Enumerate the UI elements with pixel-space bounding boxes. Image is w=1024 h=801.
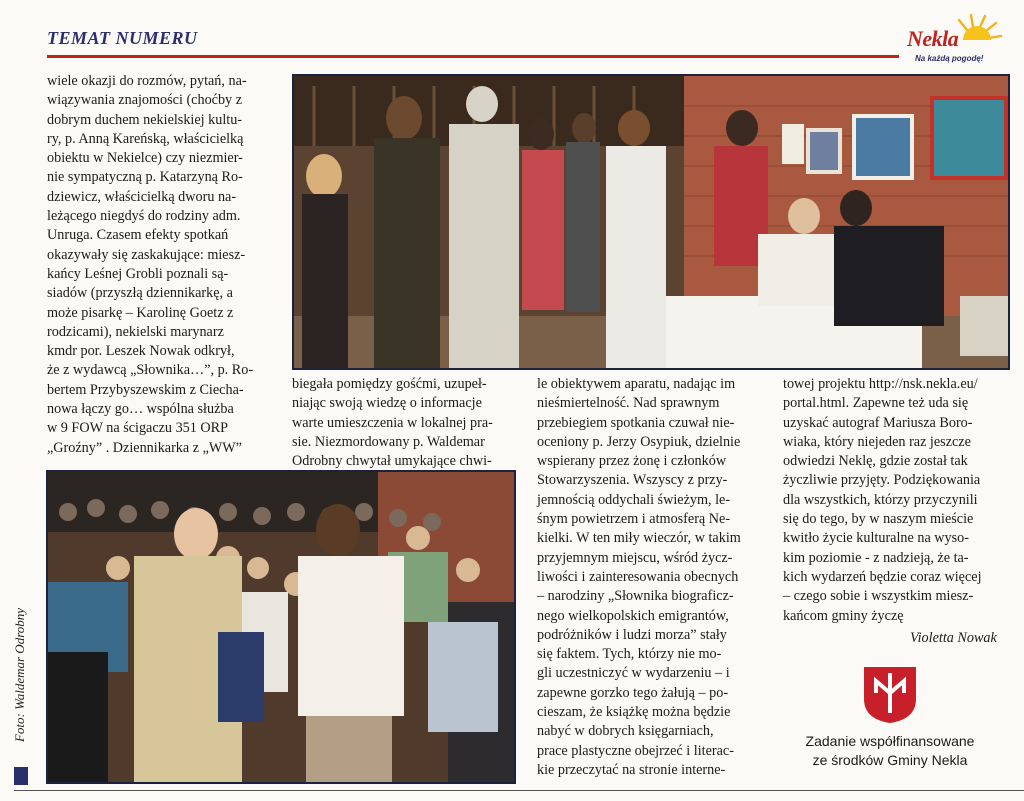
text-line: Stowarzyszenia. Wszyscy z przy- (537, 472, 728, 489)
text-line: wiele okazji do rozmów, pytań, na- (47, 73, 247, 89)
section-title: TEMAT NUMERU (47, 28, 198, 48)
text-line: kim poziomie - z nadzieją, że ta- (783, 549, 969, 566)
text-line: się faktem. Tych, którzy nie mo- (537, 646, 722, 663)
logo-tagline: Na każdą pogodę! (915, 54, 984, 63)
text-line: warte umieszczenia w lokalnej pra- (292, 414, 493, 431)
text-line: odwiedzi Neklę, gdzie został tak (783, 453, 968, 470)
text-line: nowa łączy go… wspólna służba (47, 401, 234, 418)
text-line: kielki. W ten miły wieczór, w takim (537, 530, 741, 547)
text-line: przebiegiem spotkania czuwał nie- (537, 414, 735, 431)
text-line: nieśmiertelność. Nad sprawnym (537, 395, 720, 412)
text-line: nego wielkopolskich emigrantów, (537, 607, 729, 624)
bottom-rule (14, 790, 1024, 791)
nekla-coat-of-arms (862, 665, 918, 725)
funding-line-1: Zadanie współfinansowane (805, 733, 975, 749)
text-line: kwitło życie kulturalne na wyso- (783, 530, 969, 547)
text-line: kmdr por. Leszek Nowak odkrył, (47, 343, 235, 360)
text-line: dla wszystkich, którzy przyczynili (783, 491, 978, 508)
text-line: w 9 FOW na ścigaczu 351 ORP (47, 420, 229, 437)
text-line: ry, p. Anną Kareńską, właścicielką (47, 130, 244, 147)
text-line: uzyskać autograf Mariusza Boro- (783, 414, 973, 431)
text-line: przyjemnym miejscu, wśród życz- (537, 549, 733, 566)
text-line: okazywały się zaskakujące: miesz- (47, 246, 246, 263)
text-line: śnym powietrzem i atmosferą Ne- (537, 511, 731, 528)
text-line: sie. Niezmordowany p. Waldemar (292, 433, 485, 450)
text-line: portal.html. Zapewne też uda się (783, 395, 969, 412)
text-line: prace plastyczne obejrzeć i literac- (537, 742, 734, 759)
text-line: kańcy Leśnej Grobli poznali są- (47, 265, 229, 282)
text-line: kich wydarzeń będzie coraz więcej (783, 568, 982, 585)
text-line: gli uczestniczyć w wydarzeniu – i (537, 665, 730, 682)
text-line: życzliwie przyjęty. Podziękowania (783, 472, 981, 489)
photo-credit-text: Foto: Waldemar Odrobny (12, 607, 27, 743)
text-line: oceniony p. Jerzy Osypiuk, dzielnie (537, 433, 741, 450)
article-column-3 (537, 375, 759, 780)
text-line: obiektu w Nekielce) czy niezmier- (47, 150, 243, 167)
text-line: leżącego niegdyś do rodziny adm. (47, 208, 241, 225)
text-line: niając swoją wiedzę o informacje (292, 395, 482, 412)
text-line: nabyć w dobrych księgarniach, (537, 723, 714, 740)
text-line: kańcom gminy życzę (783, 607, 904, 624)
nekla-logo (893, 12, 1005, 74)
funding-line-2: ze środków Gminy Nekla (812, 752, 968, 768)
photo-credit (10, 590, 30, 760)
text-line: cieszam, że książkę można będzie (537, 704, 731, 721)
author-signature: Violetta Nowak (910, 630, 997, 646)
text-line: bertem Przybyszewskim z Ciecha- (47, 381, 244, 398)
text-line: Odrobny chwytał umykające chwi- (292, 453, 492, 470)
page-marker (14, 767, 28, 785)
text-line: wiaka, który niejeden raz jeszcze (783, 433, 971, 450)
text-line: się do tego, by w naszym mieście (783, 511, 974, 528)
text-line: dobrym duchem nekielskiej kultu- (47, 111, 243, 128)
text-line: Unruga. Czasem efekty spotkań (47, 227, 229, 244)
text-line: biegała pomiędzy gośćmi, uzupeł- (292, 376, 487, 392)
text-line: może pisarkę – Karolinę Goetz z (47, 304, 234, 321)
text-line: le obiektywem aparatu, nadając im (537, 376, 736, 392)
text-line: „Groźny” . Dziennikarka z „WW” (47, 439, 242, 456)
article-column-4 (783, 375, 1007, 626)
text-line: – narodziny „Słownika biograficz- (537, 588, 734, 605)
text-line: że z wydawcą „Słownika…”, p. Ro- (47, 362, 254, 379)
coat-of-arms-icon (862, 665, 918, 725)
logo-word: Nekla (907, 26, 959, 51)
text-line: rodzicami), nekielski marynarz (47, 323, 224, 340)
article-column-2 (292, 375, 514, 471)
text-line: kie przeczytać na stronie interne- (537, 761, 726, 778)
text-line: – czego sobie i wszystkim miesz- (783, 588, 974, 605)
text-line: podróżników i ludzi morza” stały (537, 626, 727, 643)
photo-audience-autograph (46, 470, 516, 784)
photo-book-signing (292, 74, 1010, 370)
article-column-1 (47, 72, 283, 458)
text-line: towej projektu http://nsk.nekla.eu/ (783, 376, 978, 392)
header-rule (47, 55, 899, 58)
text-line: siadów (przyszłą dziennikarkę, a (47, 285, 233, 302)
text-line: dziewicz, właścicielką dworu na- (47, 188, 237, 205)
text-line: zapewne gorzko tego żałują – po- (537, 684, 729, 701)
text-line: nie sympatyczną p. Katarzyną Ro- (47, 169, 243, 186)
text-line: wspierany przez żonę i członków (537, 453, 727, 470)
text-line: wiązywania znajomości (choćby z (47, 92, 242, 109)
text-line: liwości i zainteresowania obecnych (537, 568, 739, 585)
text-line: jemnością oddychali świeżym, le- (537, 491, 731, 508)
funding-note (786, 732, 994, 770)
